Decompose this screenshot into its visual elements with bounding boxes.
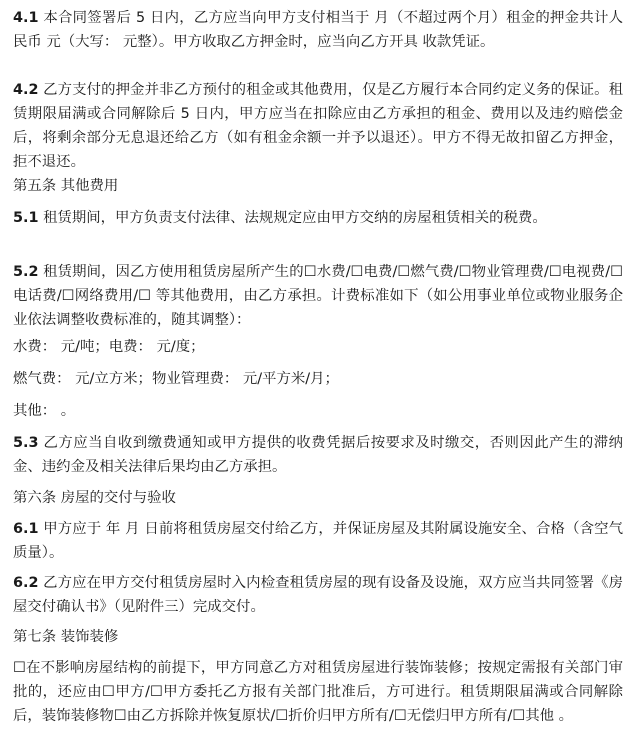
clause-4-2 <box>13 78 623 174</box>
clause-text: 本合同签署后 5 日内，乙方应当向甲方支付相当于 月（不超过两个月）租金的押金共计人民币 元（大写： 元整）。甲方收取乙方押金时，应当向乙方开具 收款凭证。 <box>13 10 623 50</box>
section-heading-5: 第五条 其他费用 <box>13 178 119 194</box>
clause-5-1 <box>13 206 623 230</box>
section-heading-7: 第七条 装饰装修 <box>13 629 119 645</box>
clause-5-3 <box>13 431 623 479</box>
clause-5-2 <box>13 260 623 332</box>
water-electric-fee-line: 水费： 元/吨；电费： 元/度； <box>13 339 205 355</box>
clause-number: 5.2 <box>13 264 39 280</box>
clause-text: 租赁期间，甲方负责支付法律、法规规定应由甲方交纳的房屋租赁相关的税费。 <box>38 210 547 226</box>
clause-text: 租赁期间，因乙方使用租赁房屋所产生的☐水费/☐电费/☐燃气费/☐物业管理费/☐电视费/☐电话费/☐网络费用/☐ 等其他费用，由乙方承担。计费标准如下（如公用事业单位或物业服务企业依法调整收费标准的，随其调整）： <box>13 264 623 328</box>
clause-number: 5.3 <box>13 435 39 451</box>
clause-text: 甲方应于 年 月 日前将租赁房屋交付给乙方，并保证房屋及其附属设施安全、合格（含空气质量）。 <box>13 521 623 561</box>
clause-4-1 <box>13 6 623 54</box>
clause-text: 乙方应当自收到缴费通知或甲方提供的收费凭据后按要求及时缴交，否则因此产生的滞纳金、违约金及相关法律后果均由乙方承担。 <box>13 435 623 475</box>
clause-number: 6.1 <box>13 521 39 537</box>
clause-text: 乙方应在甲方交付租赁房屋时入内检查租赁房屋的现有设备及设施，双方应当共同签署《房屋交付确认书》（见附件三）完成交付。 <box>13 575 623 615</box>
clause-7-decoration <box>13 656 623 728</box>
clause-text: ☐在不影响房屋结构的前提下，甲方同意乙方对租赁房屋进行装饰装修；按规定需报有关部门审批的，还应由☐甲方/☐甲方委托乙方报有关部门批准后，方可进行。租赁期限届满或合同解除后，装饰装修物☐由乙方拆除并恢复原状/☐折价归甲方所有/☐无偿归甲方所有/☐其他 。 <box>13 660 623 724</box>
section-heading-6: 第六条 房屋的交付与验收 <box>13 490 176 506</box>
clause-number: 5.1 <box>13 210 39 226</box>
clause-number: 4.1 <box>13 10 39 26</box>
other-fee-line: 其他： 。 <box>13 403 76 419</box>
clause-6-2 <box>13 571 623 619</box>
clause-6-1 <box>13 517 623 565</box>
clause-number: 4.2 <box>13 82 39 98</box>
gas-property-fee-line: 燃气费： 元/立方米；物业管理费： 元/平方米/月； <box>13 371 339 387</box>
clause-number: 6.2 <box>13 575 39 591</box>
clause-text: 乙方支付的押金并非乙方预付的租金或其他费用，仅是乙方履行本合同约定义务的保证。租赁期限届满或合同解除后 5 日内，甲方应当在扣除应由乙方承担的租金、费用以及违约赔偿金后，将剩余部分无息退还给乙方（如有租金余额一并予以退还）。甲方不得无故扣留乙方押金，拒不退还。 <box>13 82 623 170</box>
